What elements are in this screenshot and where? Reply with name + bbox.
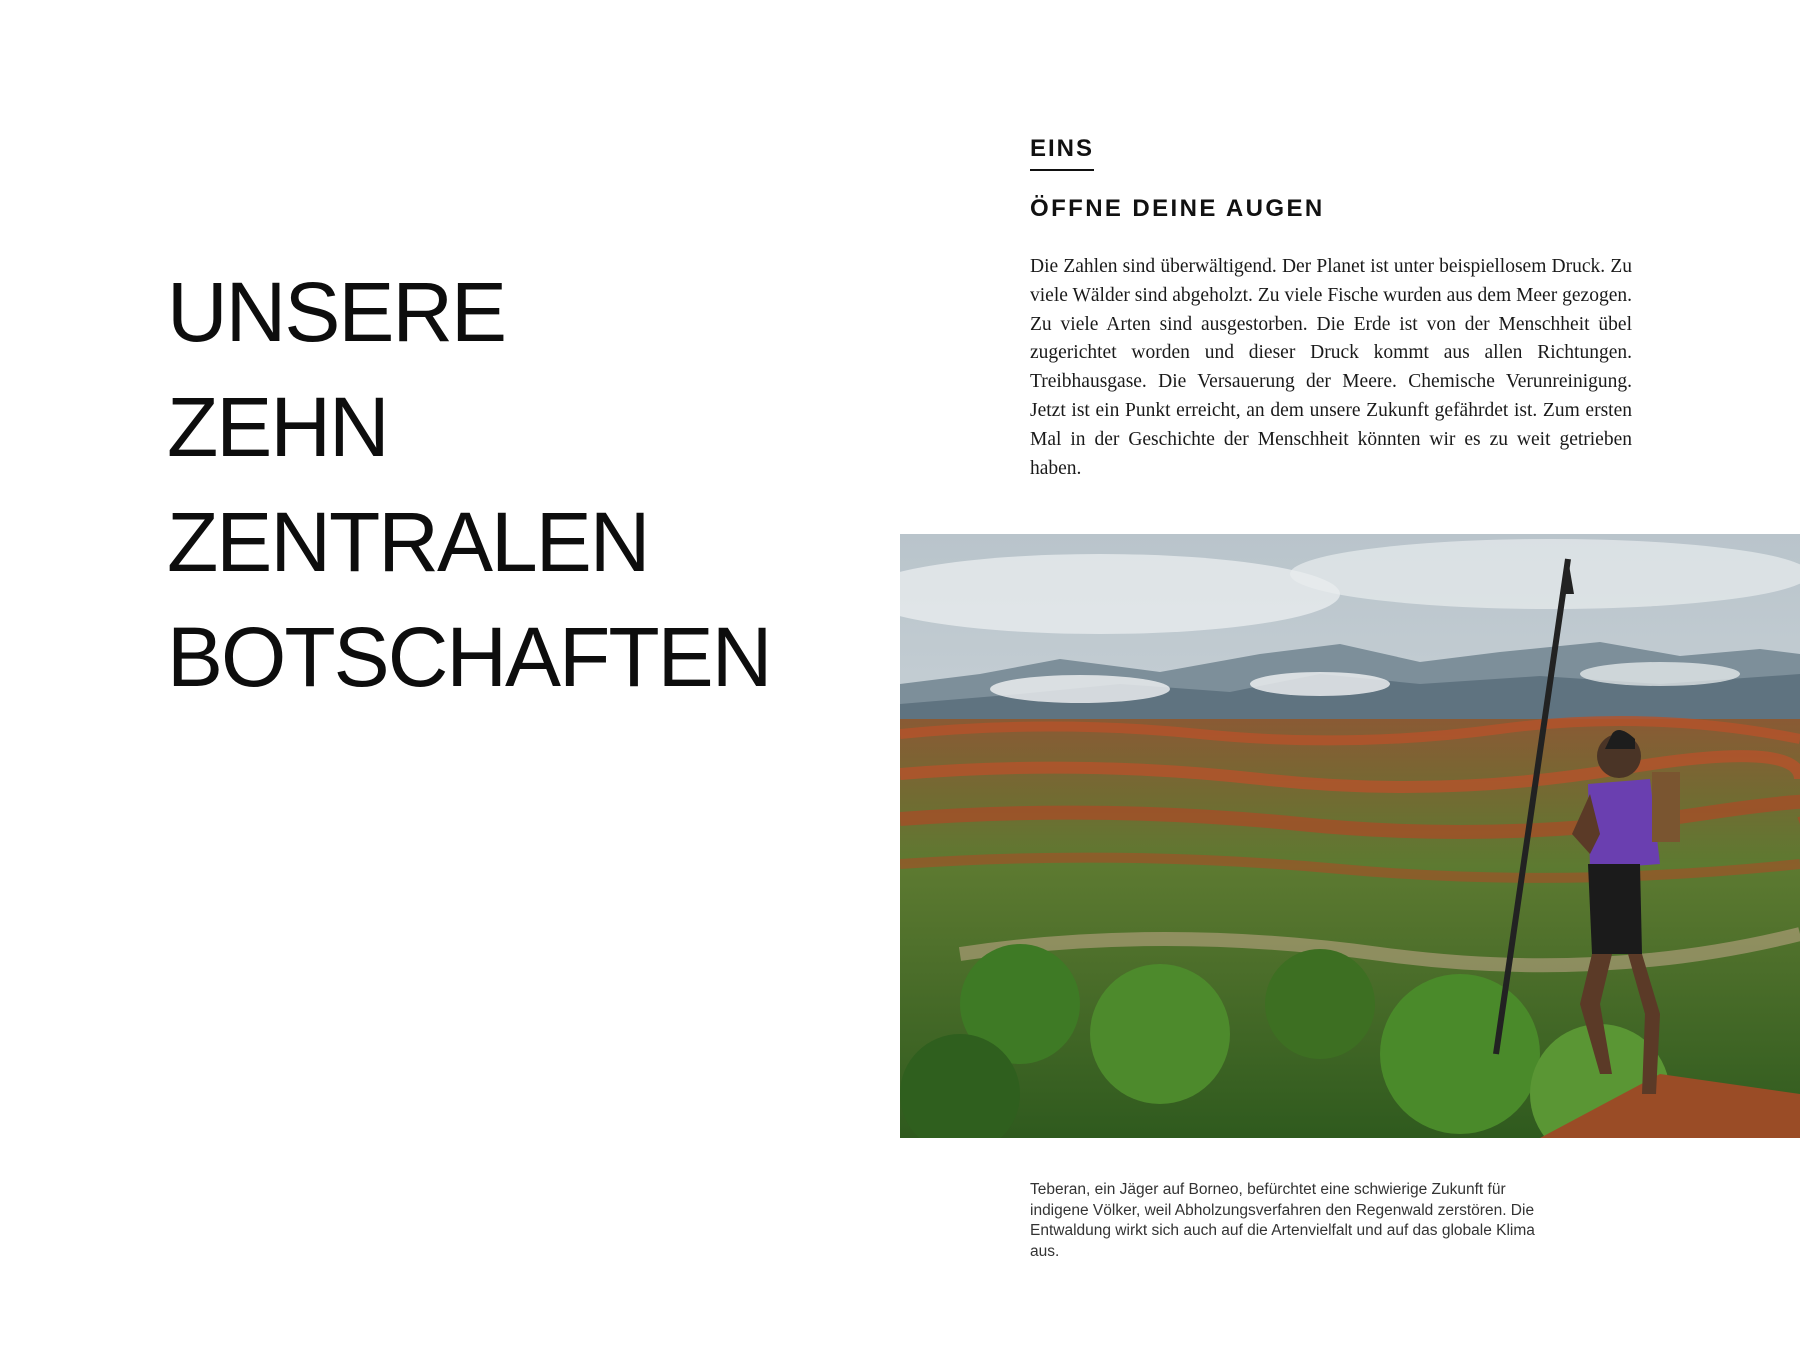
hunter-landscape-photo — [900, 534, 1800, 1138]
chapter-title: ÖFFNE DEINE AUGEN — [1030, 195, 1325, 222]
chapter-number: EINS — [1030, 135, 1094, 171]
title-line-4: BOTSCHAFTEN — [167, 610, 771, 704]
title-line-3: ZENTRALEN — [167, 495, 649, 589]
right-page — [900, 0, 1800, 1349]
section-title — [167, 255, 770, 715]
title-line-1: UNSERE — [167, 265, 506, 359]
title-line-2: ZEHN — [167, 380, 388, 474]
body-paragraph: Die Zahlen sind überwältigend. Der Planet ist unter beispiellosem Druck. Zu viele Wälder sind abgeholzt. Zu viele Fische wurden aus dem Meer gezogen. Zu viele Arten sind ausgestorben. Die Erde ist von der Menschheit übel zugerichtet worden und dieser Druck kommt aus allen Richtungen. Treibhausgase. Die Versauerung der Meere. Chemische Verunreinigung. Jetzt ist ein Punkt erreicht, an dem unsere Zukunft gefährdet ist. Zum ersten Mal in der Geschichte der Menschheit könnten wir es zu weit getrieben haben. — [1030, 256, 1632, 479]
photo-caption: Teberan, ein Jäger auf Borneo, befürchtet eine schwierige Zukunft für indigene Völker, weil Abholzungsverfahren den Regenwald zerstören. Die Entwaldung wirkt sich auch auf die Artenvielfalt und auf das globale Klima aus. — [1030, 1181, 1535, 1260]
